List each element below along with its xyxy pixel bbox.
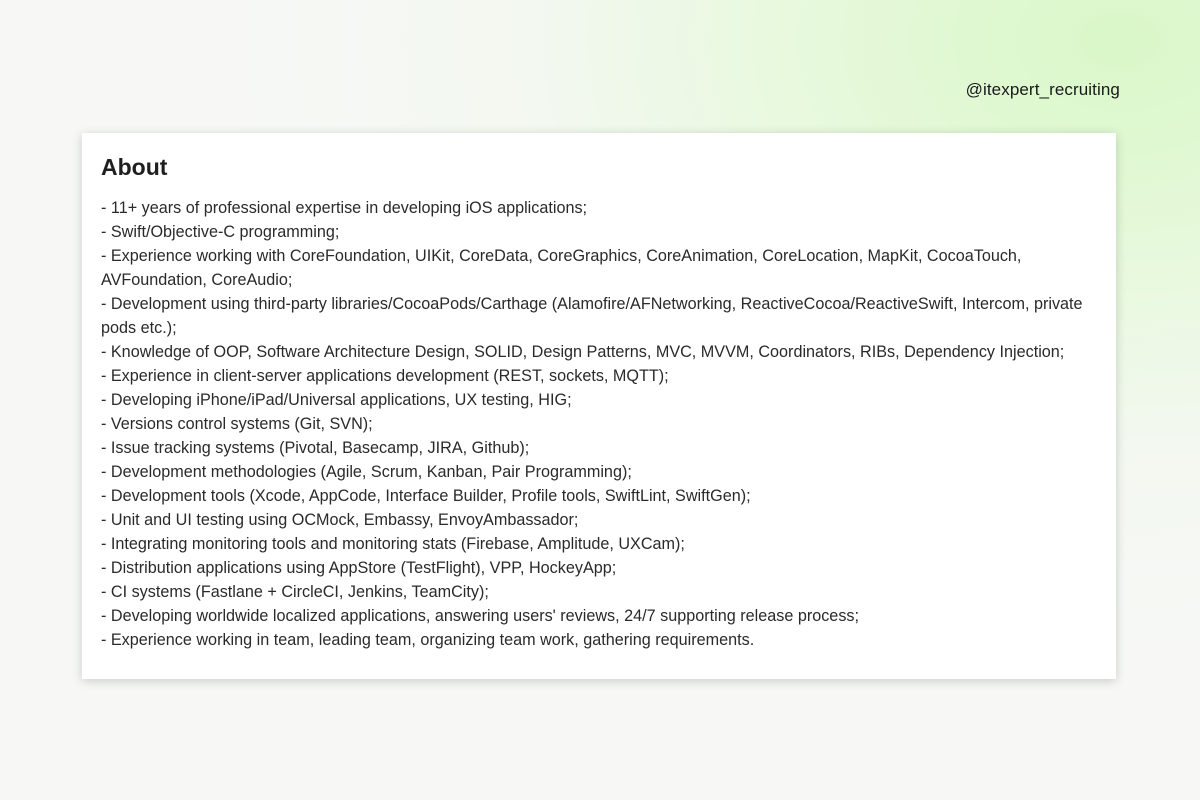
about-item: - Development using third-party libraries/CocoaPods/Carthage (Alamofire/AFNetworking, ReactiveCocoa/ReactiveSwift, Intercom, private pods etc.);: [101, 295, 1083, 337]
about-item: - Unit and UI testing using OCMock, Embassy, EnvoyAmbassador;: [101, 511, 579, 529]
about-item: - Swift/Objective-C programming;: [101, 223, 340, 241]
about-item: - Versions control systems (Git, SVN);: [101, 415, 373, 433]
about-title: About: [101, 154, 168, 180]
about-list: [101, 196, 1102, 652]
about-item: - Experience working in team, leading team, organizing team work, gathering requirements.: [101, 631, 755, 649]
watermark-handle: @itexpert_recruiting: [965, 80, 1120, 99]
about-item: - Knowledge of OOP, Software Architecture Design, SOLID, Design Patterns, MVC, MVVM, Coordinators, RIBs, Dependency Injection;: [101, 343, 1065, 361]
about-item: - Development methodologies (Agile, Scrum, Kanban, Pair Programming);: [101, 463, 632, 481]
about-item: - Experience in client-server applications development (REST, sockets, MQTT);: [101, 367, 669, 385]
about-item: - Distribution applications using AppStore (TestFlight), VPP, HockeyApp;: [101, 559, 617, 577]
about-item: - 11+ years of professional expertise in developing iOS applications;: [101, 199, 588, 217]
about-item: - Integrating monitoring tools and monitoring stats (Firebase, Amplitude, UXCam);: [101, 535, 685, 553]
about-item: - Developing worldwide localized applications, answering users' reviews, 24/7 supporting release process;: [101, 607, 859, 625]
about-item: - Issue tracking systems (Pivotal, Basecamp, JIRA, Github);: [101, 439, 530, 457]
about-item: - Development tools (Xcode, AppCode, Interface Builder, Profile tools, SwiftLint, SwiftGen);: [101, 487, 751, 505]
about-item: - CI systems (Fastlane + CircleCI, Jenkins, TeamCity);: [101, 583, 489, 601]
about-item: - Developing iPhone/iPad/Universal applications, UX testing, HIG;: [101, 391, 572, 409]
about-item: - Experience working with CoreFoundation, UIKit, CoreData, CoreGraphics, CoreAnimation, CoreLocation, MapKit, CocoaTouch, AVFoundation, CoreAudio;: [101, 247, 1022, 289]
about-card: [82, 133, 1116, 679]
